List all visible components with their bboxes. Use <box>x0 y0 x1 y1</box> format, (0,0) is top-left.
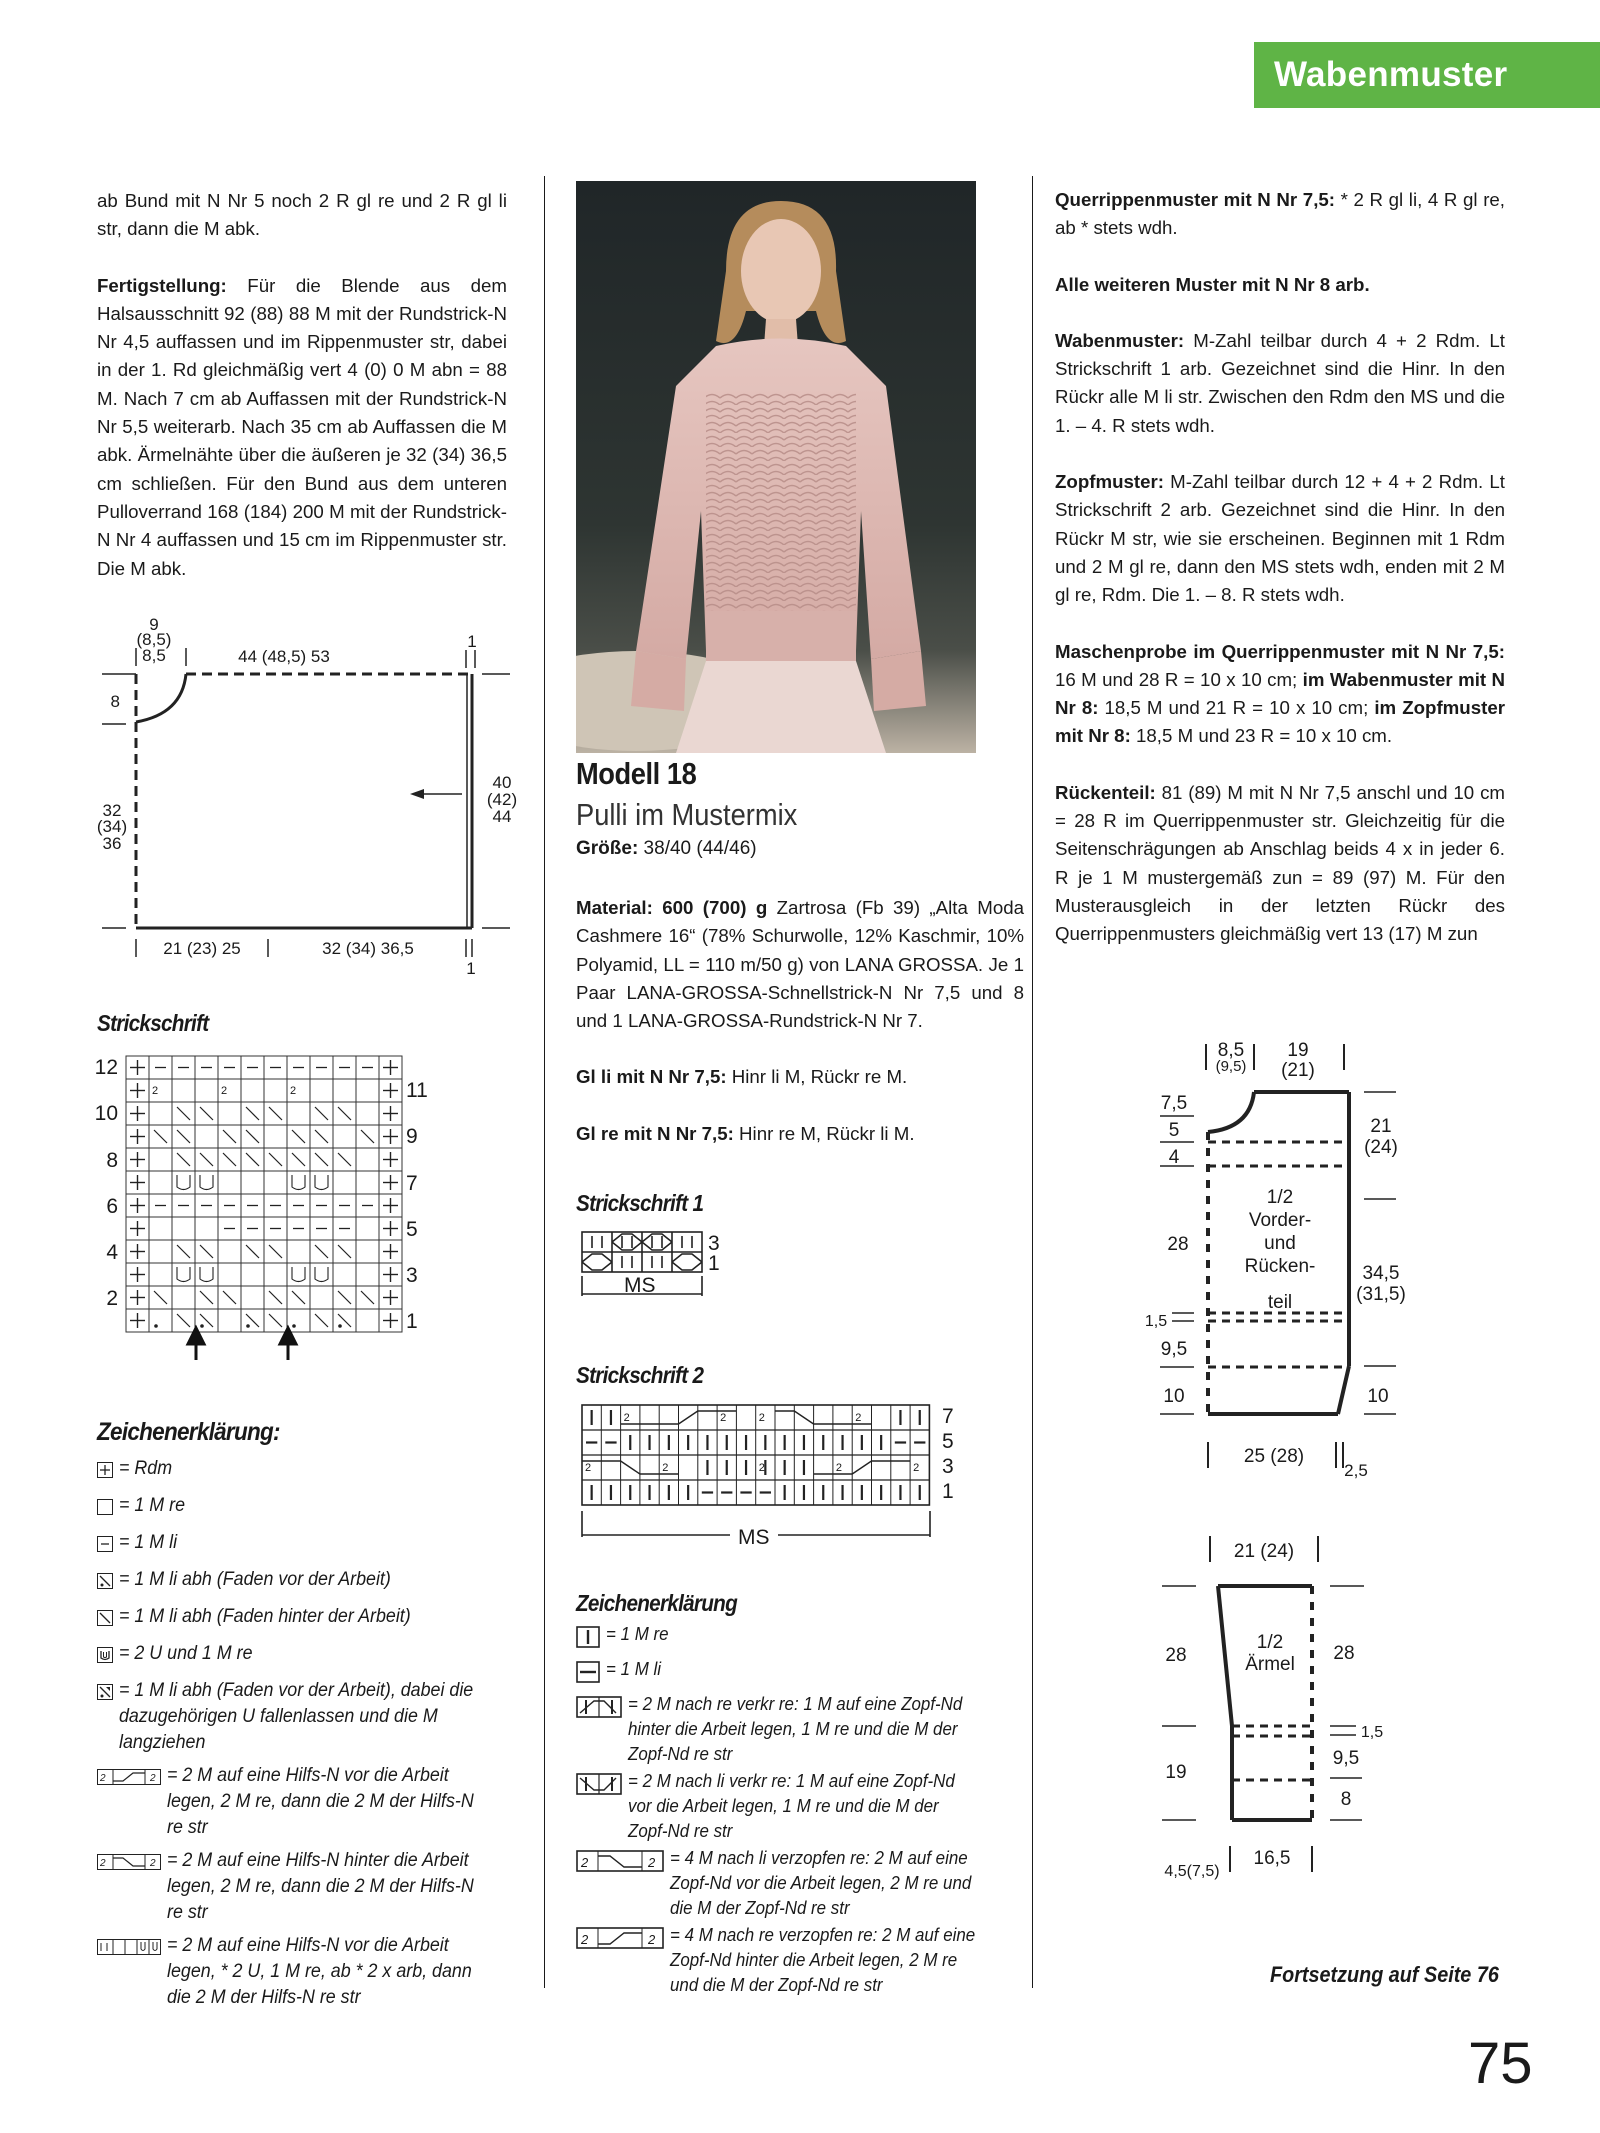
chart-row-label-left: 6 <box>106 1195 118 1218</box>
body-center-5: teil <box>1267 1292 1293 1313</box>
slip-front-symbol-icon <box>97 1573 113 1589</box>
body-bottom-width: 25 (28) <box>1243 1446 1305 1467</box>
chart-row-label-right: 3 <box>406 1264 418 1287</box>
knit-left-symbol-icon <box>97 1536 113 1552</box>
body-center-2: Vorder- <box>1248 1210 1312 1231</box>
col3-text <box>1055 186 1505 977</box>
page-number: 75 <box>1468 2031 1533 2096</box>
body-right-345-1: 34,5 <box>1362 1263 1400 1284</box>
sleeve-right-28: 28 <box>1333 1643 1355 1664</box>
chart-row-label-left: 4 <box>106 1241 118 1264</box>
body-left-4: 4 <box>1168 1147 1180 1168</box>
legend-item: = 1 M li abh (Faden hinter der Arbeit) <box>97 1604 507 1634</box>
sleeve-left-28: 28 <box>1165 1645 1187 1666</box>
legend-item: 2 2 = 4 M nach re verzopfen re: 2 M auf eine Zopf-Nd hinter die Arbeit legen, 2 M re und die M der Zopf-Nd re str <box>576 1923 996 1998</box>
model-title: Modell 18 <box>576 756 697 791</box>
chart-row-label-right: 5 <box>406 1218 418 1241</box>
rueckenteil-paragraph: Rückenteil: 81 (89) M mit N Nr 7,5 anschl und 10 cm = 28 R im Querrippenmuster str. Gleichzeitig für die Seitenschrägungen ab Anschlag beids 4 x in jeder 6. R je 1 M mustergemäß zun = 89 (97) M. Für den Musterausgleich in der letzten Rückr des Querrippenmusters gleichmäßig vert 13 (17) M zun <box>1055 781 1505 945</box>
continuation-note: Fortsetzung auf Seite 76 <box>1270 1962 1499 1987</box>
dim-top-width: 44 (48,5) 53 <box>238 647 330 666</box>
sleeve-diagram <box>1146 1530 1446 1900</box>
sleeve-right-8: 8 <box>1340 1789 1352 1810</box>
dim-bottom-small: 1 <box>466 959 476 978</box>
sleeve-top-width: 21 (24) <box>1233 1541 1295 1562</box>
rdm-symbol-icon <box>97 1462 113 1478</box>
svg-text:2: 2 <box>585 1462 592 1474</box>
strickschrift-2-caption: Strickschrift 2 <box>576 1362 704 1388</box>
gl-li-paragraph: Gl li mit N Nr 7,5: Hinr li M, Rückr re M. <box>576 1066 908 1088</box>
legend-item: = Rdm <box>97 1456 507 1486</box>
slip-back-symbol-icon <box>97 1610 113 1626</box>
body-left-15: 1,5 <box>1144 1313 1168 1330</box>
body-center-1: 1/2 <box>1266 1187 1294 1208</box>
sleeve-right-15: 1,5 <box>1360 1724 1384 1741</box>
sleeve-center-1: 1/2 <box>1256 1632 1284 1653</box>
cross-right-symbol-icon <box>576 1696 622 1718</box>
svg-text:2: 2 <box>100 1773 106 1784</box>
svg-text:2: 2 <box>150 1773 156 1784</box>
body-left-28: 28 <box>1167 1234 1189 1255</box>
maschenprobe-paragraph: Maschenprobe im Querrippenmuster mit N Nr 7,5: 16 M und 28 R = 10 x 10 cm; im Wabenmuster mit N Nr 8: 18,5 M und 21 R = 10 x 10 cm; im Zopfmuster mit Nr 8: 18,5 M und 23 R = 10 x 10 cm. <box>1055 640 1505 747</box>
dim-bottom-right: 32 (34) 36,5 <box>322 939 414 958</box>
ss2-row-label: 3 <box>942 1455 954 1478</box>
ss1-row-label: 1 <box>708 1252 720 1275</box>
dim-top-small-3: 8,5 <box>142 646 166 665</box>
svg-text:2: 2 <box>581 1932 589 1947</box>
sleeve-center-2: Ärmel <box>1245 1654 1295 1675</box>
chart-row-label-right: 7 <box>406 1172 418 1195</box>
cable-right-symbol-icon <box>576 1927 664 1949</box>
legend-item: = 1 M li <box>576 1657 996 1690</box>
svg-text:2: 2 <box>758 1462 765 1474</box>
body-top-width-1: 19 <box>1287 1040 1309 1061</box>
svg-text:2: 2 <box>623 1412 630 1424</box>
cross-left-symbol-icon <box>576 1773 622 1795</box>
body-right-21-1: 21 <box>1370 1116 1392 1137</box>
svg-text:2: 2 <box>855 1412 862 1424</box>
chart-row-label-left: 8 <box>106 1149 118 1172</box>
dim-right-h2: (42) <box>486 790 518 809</box>
ss2-row-label: 1 <box>942 1480 954 1503</box>
column-divider-right <box>1032 176 1033 1988</box>
strickschrift-caption: Strickschrift <box>97 1010 209 1036</box>
body-top-width-2: (21) <box>1281 1060 1315 1081</box>
sleeve-right-95: 9,5 <box>1332 1748 1360 1769</box>
body-top-small-2: (9,5) <box>1215 1058 1247 1075</box>
legend-item: = 2 M nach re verkr re: 1 M auf eine Zopf-Nd hinter die Arbeit legen, 1 M re und die M der Zopf-Nd re str <box>576 1692 996 1767</box>
chart-row-label-left: 12 <box>94 1056 118 1079</box>
legend-item: = 1 M li abh (Faden vor der Arbeit) <box>97 1567 507 1597</box>
sleeve-left-19: 19 <box>1165 1762 1187 1783</box>
zopfmuster-paragraph: Zopfmuster: M-Zahl teilbar durch 12 + 4 + 2 Rdm. Lt Strickschrift 2 arb. Gezeichnet sind die Hinr. In den Rückr M str, wie sie erscheinen. Beginnen mit 1 Rdm und 2 M gl re, dann den MS stets wdh, enden mit 2 M gl re, Rdm. Die 1. – 8. R stets wdh. <box>1055 471 1505 606</box>
knit-right-symbol-icon <box>97 1499 113 1515</box>
body-left-95: 9,5 <box>1160 1339 1188 1360</box>
dim-right-h1: 40 <box>492 773 512 792</box>
legend-item: = 1 M re <box>97 1493 507 1523</box>
body-center-3: und <box>1264 1233 1296 1254</box>
body-right-10: 10 <box>1367 1386 1389 1407</box>
ss1-row-label: 3 <box>708 1232 720 1255</box>
ss2-row-label: 7 <box>942 1405 954 1428</box>
legend-item: = 2 M auf eine Hilfs-N vor die Arbeit legen, * 2 U, 1 M re, ab * 2 x arb, dann die 2 M der Hilfs-N re str <box>97 1933 507 2011</box>
model-subtitle: Pulli im Mustermix <box>576 797 798 832</box>
legend-item: 2 2 = 4 M nach li verzopfen re: 2 M auf eine Zopf-Nd vor die Arbeit legen, 2 M re und die M der Zopf-Nd re str <box>576 1846 996 1921</box>
legend-item: 2 2 = 2 M auf eine Hilfs-N vor die Arbeit legen, 2 M re, dann die 2 M der Hilfs-N re str <box>97 1763 507 1841</box>
chart-row-label-left: 2 <box>106 1287 118 1310</box>
material-paragraph: Material: 600 (700) g Zartrosa (Fb 39) „Alta Moda Cashmere 16“ (78% Schurwolle, 12% Kaschmir, 10% Polyamid, LL = 110 m/50 g) von LANA GROSSA. Je 1 Paar LANA-GROSSA-Schnellstrick-N Nr 7,5 und 8 und 1 LANA-GROSSA-Rundstrick-N Nr 7. <box>576 897 1024 1032</box>
legend-item: = 2 U und 1 M re <box>97 1641 507 1671</box>
knit-right-symbol-icon <box>576 1626 600 1648</box>
svg-text:2: 2 <box>581 1855 589 1870</box>
dim-top-small-1: 9 <box>149 615 159 634</box>
legend-item: = 1 M li <box>97 1530 507 1560</box>
dim-top-right: 1 <box>467 632 477 651</box>
knit-left-symbol-icon <box>576 1661 600 1683</box>
sleeve-bottom-small: 4,5(7,5) <box>1164 1863 1220 1880</box>
svg-text:2: 2 <box>913 1462 920 1474</box>
cable-yo-symbol-icon <box>97 1939 161 1955</box>
slip-drop-symbol-icon <box>97 1684 113 1700</box>
body-left-5: 5 <box>1168 1120 1180 1141</box>
legend-item: = 1 M re <box>576 1622 996 1655</box>
gl-re-paragraph: Gl re mit N Nr 7,5: Hinr re M, Rückr li M. <box>576 1122 915 1144</box>
dim-bottom-left: 21 (23) 25 <box>163 939 241 958</box>
col2-text <box>576 894 1024 1176</box>
body-left-10: 10 <box>1163 1386 1185 1407</box>
chart-row-label-right: 1 <box>406 1310 418 1333</box>
svg-text:2: 2 <box>100 1858 106 1869</box>
model-size: Größe: 38/40 (44/46) <box>576 838 757 859</box>
section-tab: Wabenmuster <box>1254 42 1600 108</box>
cable-front-symbol-icon <box>97 1769 161 1785</box>
dim-left-h1: 32 <box>102 801 122 820</box>
svg-text:2: 2 <box>648 1855 656 1870</box>
strickschrift-1-chart <box>580 1228 740 1320</box>
yarnover-symbol-icon <box>97 1647 113 1663</box>
chart-row-label-right: 9 <box>406 1125 418 1148</box>
model-photo <box>576 181 976 753</box>
main-knitting-chart <box>88 1050 448 1360</box>
dim-left-h3: 36 <box>102 834 122 853</box>
cable-left-symbol-icon <box>576 1850 664 1872</box>
sleeve-bottom-width: 16,5 <box>1253 1848 1291 1869</box>
legend-item: = 1 M li abh (Faden vor der Arbeit), dabei die dazugehörigen U fallenlassen und die M langziehen <box>97 1678 507 1756</box>
body-right-345-2: (31,5) <box>1356 1284 1406 1305</box>
dim-right-h3: 44 <box>492 807 512 826</box>
legend-item: 2 2 = 2 M auf eine Hilfs-N hinter die Arbeit legen, 2 M re, dann die 2 M der Hilfs-N re str <box>97 1848 507 1926</box>
ss2-grid <box>582 1405 929 1505</box>
legend-2-caption: Zeichenerklärung <box>576 1590 738 1616</box>
chart-grid <box>126 1056 402 1332</box>
ss2-row-label: 5 <box>942 1430 954 1453</box>
wabenmuster-paragraph: Wabenmuster: M-Zahl teilbar durch 4 + 2 Rdm. Lt Strickschrift 1 arb. Gezeichnet sind die Hinr. In den Rückr alle M li str. Zwischen den Rdm den MS und die 1. – 4. R stets wdh. <box>1055 329 1505 436</box>
col1-para1: ab Bund mit N Nr 5 noch 2 R gl re und 2 R gl li str, dann die M abk. <box>97 190 507 240</box>
strickschrift-2-chart <box>580 1403 1000 1563</box>
svg-text:2: 2 <box>152 1085 159 1097</box>
column-divider-left <box>544 176 545 1988</box>
front-piece-diagram <box>92 612 522 982</box>
svg-text:2: 2 <box>648 1932 656 1947</box>
dim-left-neck: 8 <box>110 692 120 711</box>
col2-legend <box>576 1622 996 2000</box>
svg-text:2: 2 <box>758 1412 765 1424</box>
body-bottom-small: 2,5 <box>1344 1461 1368 1480</box>
col1-text <box>97 187 507 611</box>
chart-row-label-left: 10 <box>94 1102 118 1125</box>
col1-fertigstellung: Fertigstellung: Für die Blende aus dem Halsausschnitt 92 (88) 88 M mit der Rundstrick-N Nr 4,5 auffassen und im Rippenmuster str, dabei in der 1. Rd gleichmäßig vert 4 (0) 0 M abn = 88 M. Nach 7 cm ab Auffassen mit der Rundstrick-N Nr 5,5 weiterarb. Nach 35 cm ab Auffassen die M abk. Ärmelnähte über die äußeren je 32 (34) 36,5 cm schließen. Für den Bund aus dem unteren Pulloverrand 168 (184) 200 M mit der Rundstrick-N Nr 4 auffassen und 15 cm im Rippenmuster str. Die M abk. <box>97 274 507 579</box>
svg-text:2: 2 <box>150 1858 156 1869</box>
alle-muster-paragraph: Alle weiteren Muster mit N Nr 8 arb. <box>1055 273 1370 295</box>
body-center-4: Rücken- <box>1244 1256 1316 1277</box>
querrippen-paragraph: Querrippenmuster mit N Nr 7,5: * 2 R gl li, 4 R gl re, ab * stets wdh. <box>1055 189 1506 239</box>
chart-row-label-right: 11 <box>406 1079 428 1102</box>
ss2-ms-label: MS <box>738 1526 770 1549</box>
body-top-small-1: 8,5 <box>1217 1040 1245 1061</box>
legend-caption: Zeichenerklärung: <box>97 1418 280 1446</box>
svg-text:2: 2 <box>835 1462 843 1474</box>
cable-back-symbol-icon <box>97 1854 161 1870</box>
body-right-21-2: (24) <box>1364 1137 1398 1158</box>
col1-legend <box>97 1456 507 2018</box>
dim-top-small-2: (8,5) <box>136 630 172 649</box>
chart-arrows <box>188 1328 296 1360</box>
dim-left-h2: (34) <box>96 817 128 836</box>
strickschrift-1-caption: Strickschrift 1 <box>576 1190 704 1216</box>
ss1-ms-label: MS <box>624 1274 656 1297</box>
legend-item: = 2 M nach li verkr re: 1 M auf eine Zopf-Nd vor die Arbeit legen, 1 M re und die M der Zopf-Nd re str <box>576 1769 996 1844</box>
svg-text:2: 2 <box>290 1085 297 1097</box>
svg-text:2: 2 <box>662 1462 669 1474</box>
body-left-75: 7,5 <box>1160 1093 1188 1114</box>
svg-text:2: 2 <box>720 1412 727 1424</box>
svg-text:2: 2 <box>221 1085 228 1097</box>
body-piece-diagram <box>1138 1036 1458 1496</box>
